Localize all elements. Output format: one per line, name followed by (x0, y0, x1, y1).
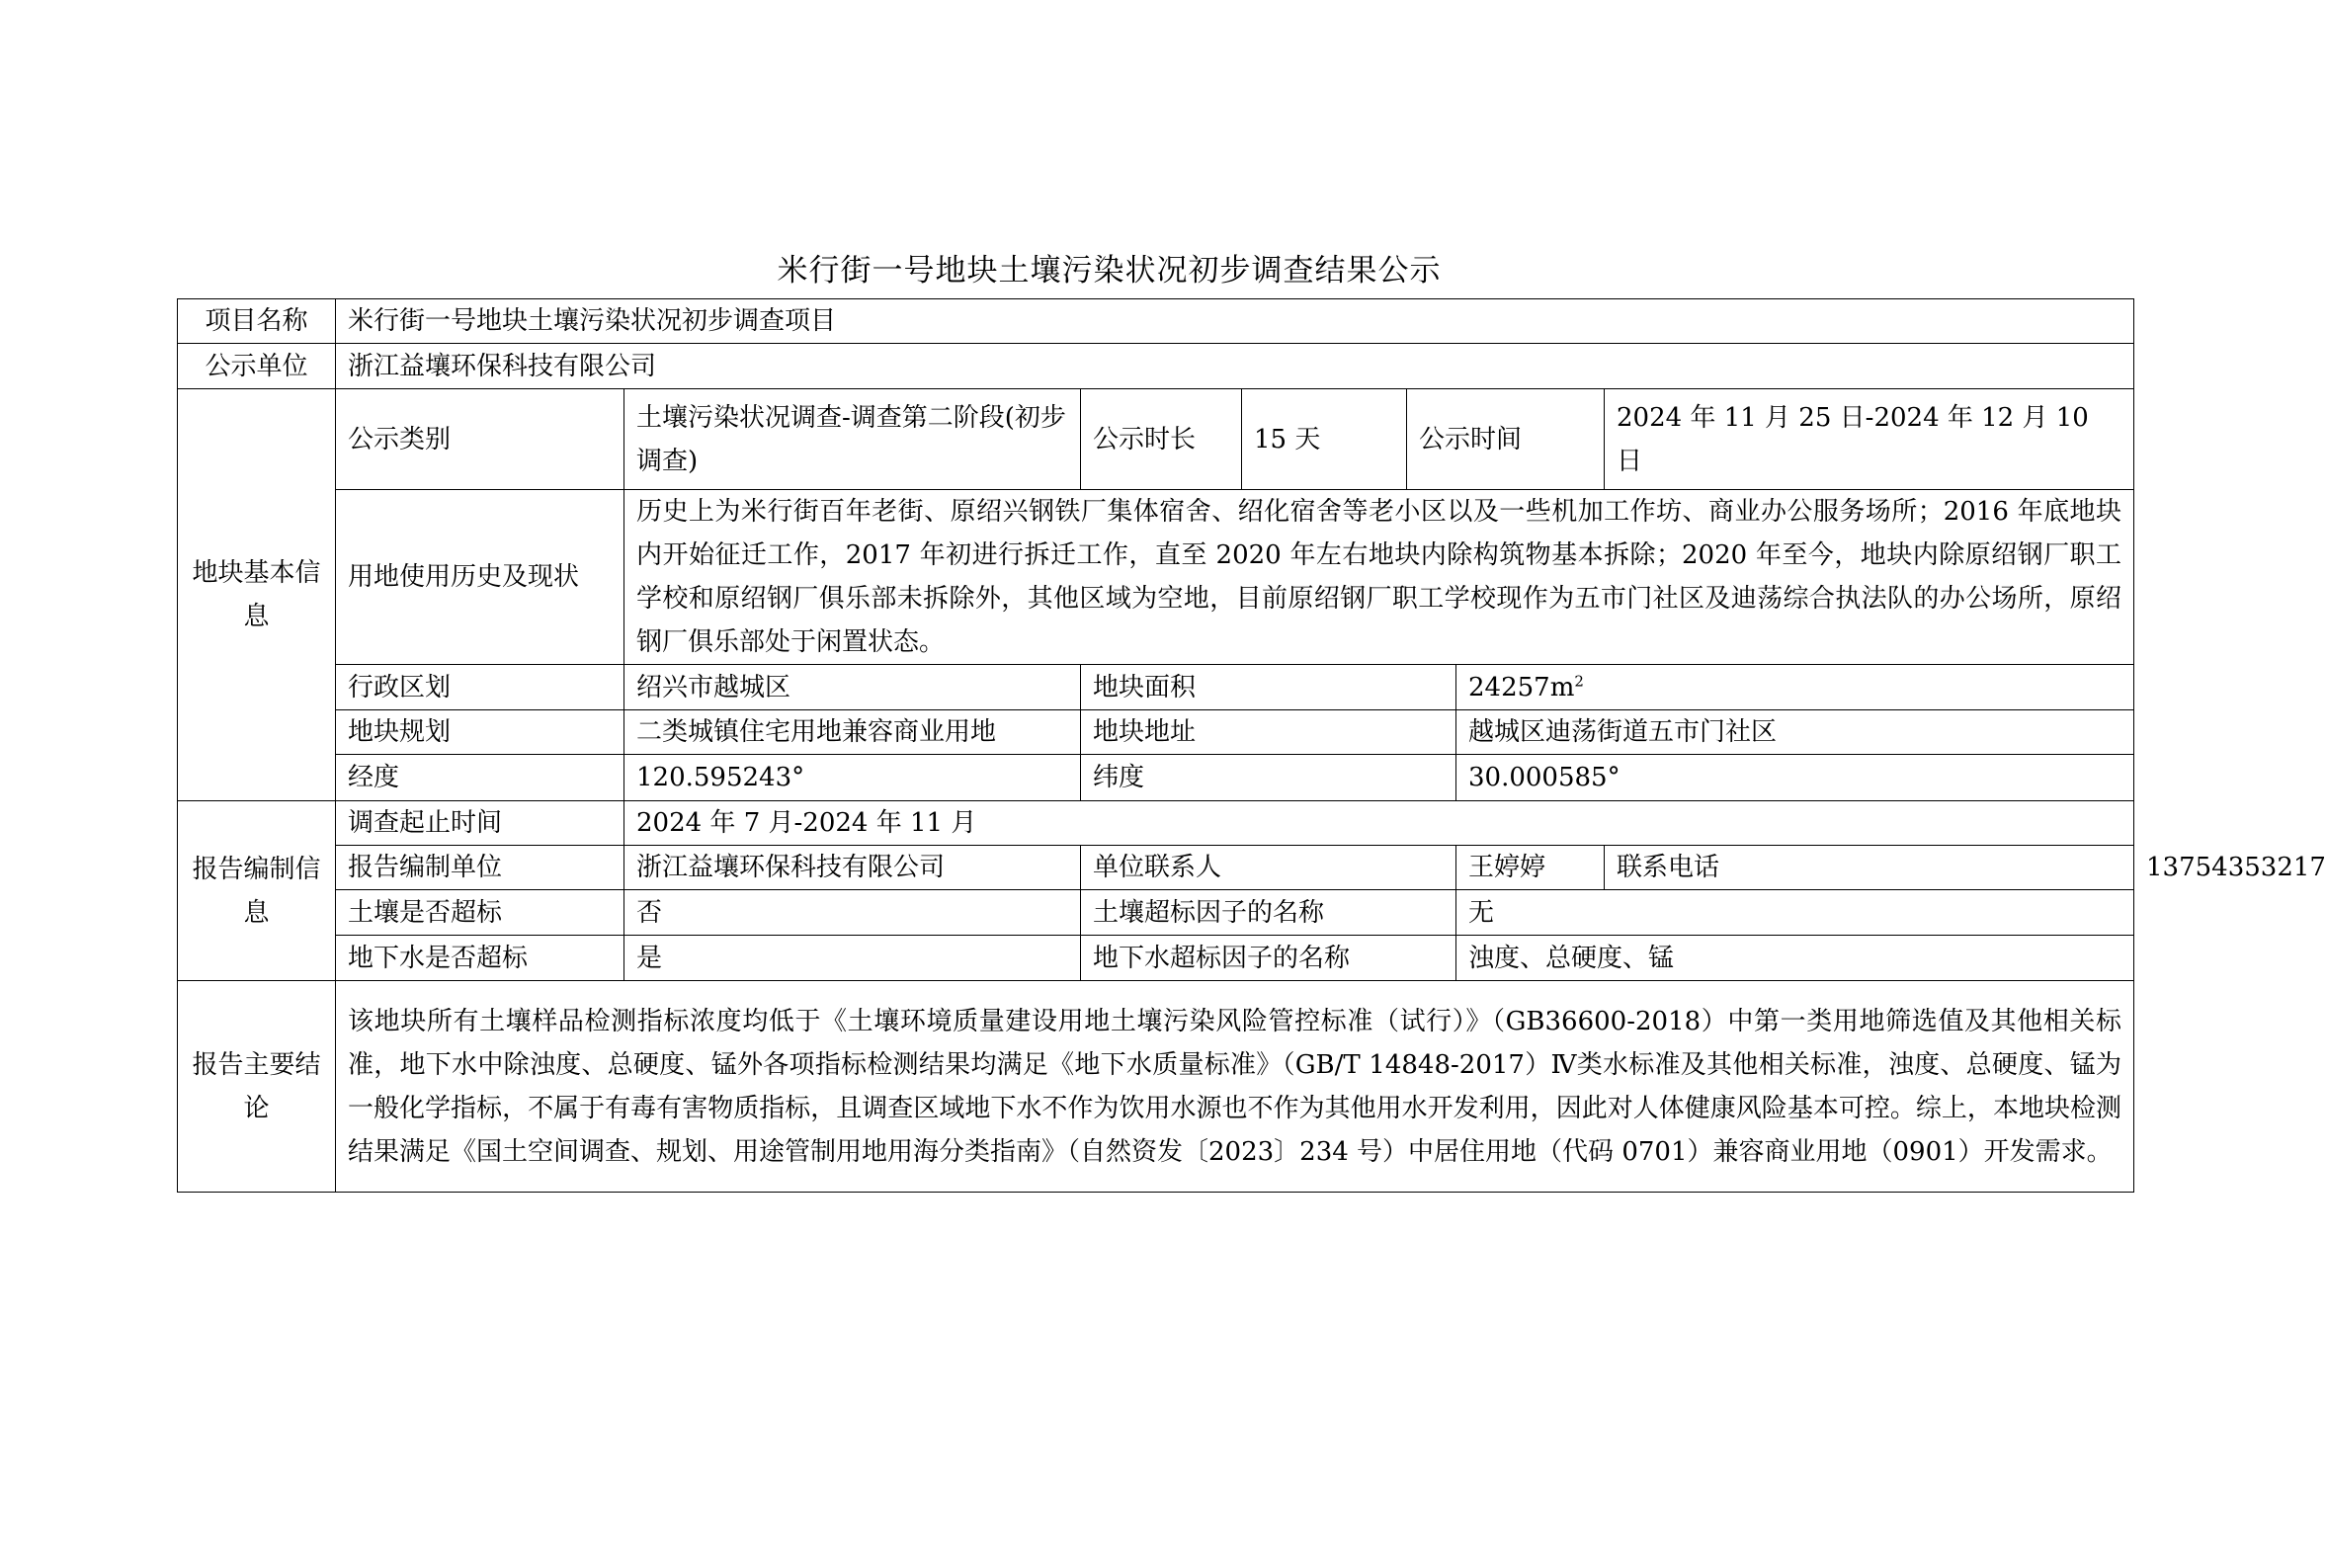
soil-factor-label: 土壤超标因子的名称 (1081, 890, 1456, 936)
gw-factor-label: 地下水超标因子的名称 (1081, 936, 1456, 981)
district-label: 行政区划 (336, 665, 624, 710)
row-soil (178, 890, 2134, 936)
longitude-label: 经度 (336, 755, 624, 801)
gw-factor-value: 浊度、总硬度、锰 (1456, 936, 2134, 981)
publisher-value: 浙江益壤环保科技有限公司 (336, 344, 2134, 389)
longitude-value: 120.595243° (624, 755, 1081, 801)
row-publisher (178, 344, 2134, 389)
gw-exceed-value: 是 (624, 936, 1081, 981)
row-category (178, 389, 2134, 490)
area-number: 24257m (1468, 672, 1575, 702)
row-conclusion (178, 981, 2134, 1193)
page-title: 米行街一号地块土壤污染状况初步调查结果公示 (777, 253, 1442, 289)
area-value (1456, 665, 2134, 710)
duration-label: 公示时长 (1081, 389, 1242, 490)
latitude-value: 30.000585° (1456, 755, 2134, 801)
period-value: 2024 年 11 月 25 日-2024 年 12 月 10 日 (1605, 389, 2134, 490)
contact-value: 王婷婷 (1456, 846, 1605, 890)
row-history (178, 490, 2134, 665)
address-label: 地块地址 (1081, 710, 1456, 755)
survey-time-label: 调查起止时间 (336, 801, 624, 846)
conclusion-group-label: 报告主要结论 (178, 981, 336, 1193)
report-org-label: 报告编制单位 (336, 846, 624, 890)
planning-value: 二类城镇住宅用地兼容商业用地 (624, 710, 1081, 755)
planning-label: 地块规划 (336, 710, 624, 755)
notice-table (177, 298, 2326, 1193)
address-value: 越城区迪荡街道五市门社区 (1456, 710, 2134, 755)
category-label: 公示类别 (336, 389, 624, 490)
soil-factor-value: 无 (1456, 890, 2134, 936)
history-label: 用地使用历史及现状 (336, 490, 624, 665)
row-groundwater (178, 936, 2134, 981)
period-label: 公示时间 (1407, 389, 1605, 490)
publisher-label: 公示单位 (178, 344, 336, 389)
latitude-label: 纬度 (1081, 755, 1456, 801)
soil-exceed-value: 否 (624, 890, 1081, 936)
district-value: 绍兴市越城区 (624, 665, 1081, 710)
soil-exceed-label: 土壤是否超标 (336, 890, 624, 936)
category-value: 土壤污染状况调查-调查第二阶段(初步调查) (624, 389, 1081, 490)
row-survey-time (178, 801, 2134, 846)
gw-exceed-label: 地下水是否超标 (336, 936, 624, 981)
row-coordinates (178, 755, 2134, 801)
row-project (178, 299, 2134, 344)
duration-value: 15 天 (1242, 389, 1407, 490)
project-label: 项目名称 (178, 299, 336, 344)
contact-label: 单位联系人 (1081, 846, 1456, 890)
row-district (178, 665, 2134, 710)
history-value: 历史上为米行街百年老街、原绍兴钢铁厂集体宿舍、绍化宿舍等老小区以及一些机加工作坊、商业办公服务场所；2016 年底地块内开始征迁工作，2017 年初进行拆迁工作，直至 2020 年左右地块内除构筑物基本拆除；2020 年至今，地块内除原绍钢厂职工学校和原绍钢厂俱乐部未拆除外，其他区域为空地，目前原绍钢厂职工学校现作为五市门社区及迪荡综合执法队的办公场所，原绍钢厂俱乐部处于闲置状态。 (624, 490, 2134, 665)
report-info-group-label: 报告编制信息 (178, 801, 336, 981)
conclusion-value: 该地块所有土壤样品检测指标浓度均低于《土壤环境质量建设用地土壤污染风险管控标准（试行）》（GB36600-2018）中第一类用地筛选值及其他相关标准，地下水中除浊度、总硬度、锰外各项指标检测结果均满足《地下水质量标准》（GB/T 14848-2017）Ⅳ类水标准及其他相关标准，浊度、总硬度、锰为一般化学指标，不属于有毒有害物质指标，且调查区域地下水不作为饮用水源也不作为其他用水开发利用，因此对人体健康风险基本可控。综上，本地块检测结果满足《国土空间调查、规划、用途管制用地用海分类指南》（自然资发〔2023〕234 号）中居住用地（代码 0701）兼容商业用地（0901）开发需求。 (336, 981, 2134, 1193)
report-org-value: 浙江益壤环保科技有限公司 (624, 846, 1081, 890)
row-planning (178, 710, 2134, 755)
survey-time-value: 2024 年 7 月-2024 年 11 月 (624, 801, 2134, 846)
row-report-org: 报告编制单位 浙江益壤环保科技有限公司 单位联系人 王婷婷 联系电话 13754353217 (178, 846, 2134, 890)
area-unit-superscript: 2 (1574, 671, 1584, 690)
basic-info-group-label: 地块基本信息 (178, 389, 336, 801)
phone-label: 联系电话 (1605, 846, 2134, 890)
project-value: 米行街一号地块土壤污染状况初步调查项目 (336, 299, 2134, 344)
area-label: 地块面积 (1081, 665, 1456, 710)
